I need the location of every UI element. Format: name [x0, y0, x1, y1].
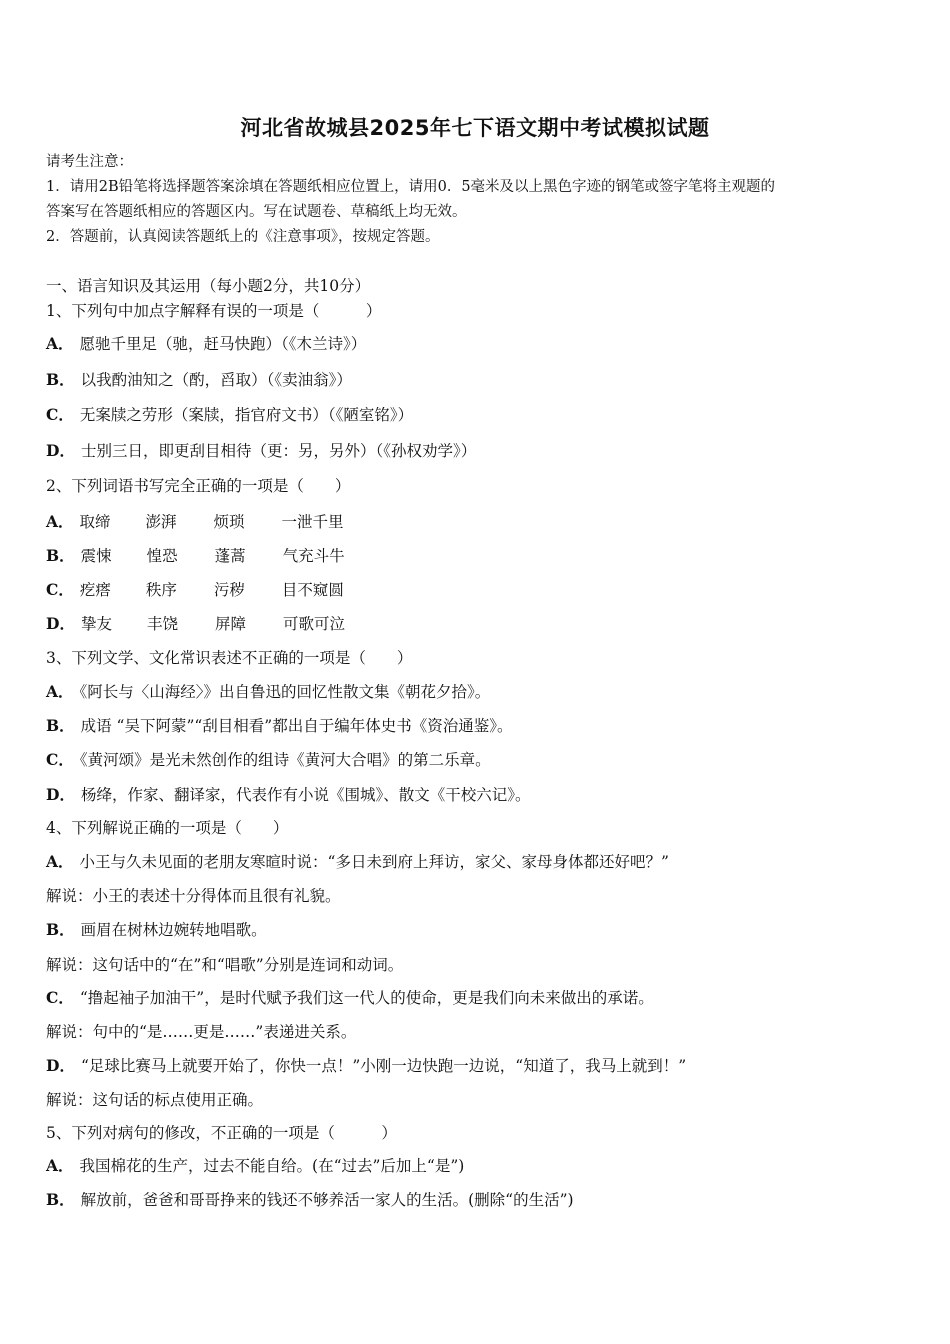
q1-option-c: C． 无案牍之劳形（案牍，指官府文书）（《陋室铭》） — [46, 405, 414, 424]
q4-option-c: C． “撸起袖子加油干”，是时代赋予我们这一代人的使命，更是我们向未来做出的承诺。 — [46, 988, 654, 1007]
page-title: 河北省故城县2025年七下语文期中考试模拟试题 — [240, 116, 710, 140]
q4-option-d-note: 解说：这句话的标点使用正确。 — [46, 1091, 264, 1109]
q2-option-d: D． 挚友 丰饶 屏障 可歌可泣 — [46, 614, 345, 633]
notice-item-2: 2．答题前，认真阅读答题纸上的《注意事项》，按规定答题。 — [46, 229, 440, 245]
q3-option-b: B． 成语 “吴下阿蒙”“刮目相看”都出自于编年体史书《资治通鉴》。 — [46, 716, 513, 735]
notice-item-1-cont: 答案写在答题纸相应的答题区内。写在试题卷、草稿纸上均无效。 — [46, 204, 467, 220]
question-4-stem: 4、下列解说正确的一项是（ ） — [46, 819, 289, 837]
q1-option-a: A． 愿驰千里足（驰，赶马快跑）（《木兰诗》） — [46, 334, 367, 353]
q3-option-c: C． 《黄河颂》是光未然创作的组诗《黄河大合唱》的第二乐章。 — [46, 750, 491, 769]
question-5-stem: 5、下列对病句的修改，不正确的一项是（ ） — [46, 1124, 397, 1142]
q5-option-a: A． 我国棉花的生产，过去不能自给。(在“过去”后加上“是”) — [46, 1156, 465, 1175]
q2-option-b: B． 震悚 惶恐 蓬蒿 气充斗牛 — [46, 546, 345, 565]
q4-option-a: A． 小王与久未见面的老朋友寒暄时说：“多日未到府上拜访，家父、家母身体都还好吧？” — [46, 852, 669, 871]
q3-option-a: A． 《阿长与〈山海经〉》出自鲁迅的回忆性散文集《朝花夕拾》。 — [46, 682, 491, 701]
notice-heading: 请考生注意： — [46, 154, 133, 170]
q4-option-c-note: 解说：句中的“是……更是……”表递进关系。 — [46, 1023, 357, 1041]
q4-option-b-note: 解说：这句话中的“在”和“唱歌”分别是连词和动词。 — [46, 956, 404, 974]
q2-option-c: C． 疙瘩 秩序 污秽 目不窥圆 — [46, 580, 344, 599]
q4-option-b: B． 画眉在树林边婉转地唱歌。 — [46, 920, 267, 939]
q3-option-d: D． 杨绛，作家、翻译家，代表作有小说《围城》、散文《干校六记》。 — [46, 785, 531, 804]
q1-option-d: D． 士别三日，即更刮目相待（更：另，另外）（《孙权劝学》） — [46, 441, 477, 460]
notice-item-1: 1．请用2B铅笔将选择题答案涂填在答题纸相应位置上，请用0．5毫米及以上黑色字迹的钢笔或签字笔将主观题的 — [46, 179, 776, 195]
question-3-stem: 3、下列文学、文化常识表述不正确的一项是（ ） — [46, 649, 413, 667]
q2-option-a: A． 取缔 澎湃 烦琐 一泄千里 — [46, 512, 344, 531]
question-2-stem: 2、下列词语书写完全正确的一项是（ ） — [46, 477, 351, 495]
section-heading: 一、语言知识及其运用（每小题2分，共10分） — [46, 277, 371, 295]
q4-option-d: D． “足球比赛马上就要开始了，你快一点！”小刚一边快跑一边说，“知道了，我马上就到！” — [46, 1056, 687, 1075]
q1-option-b: B． 以我酌油知之（酌，舀取）（《卖油翁》） — [46, 370, 352, 389]
question-1-stem: 1、下列句中加点字解释有误的一项是（ ） — [46, 302, 382, 320]
q4-option-a-note: 解说：小王的表述十分得体而且很有礼貌。 — [46, 887, 341, 905]
q5-option-b: B． 解放前，爸爸和哥哥挣来的钱还不够养活一家人的生活。(删除“的生活”) — [46, 1190, 574, 1209]
